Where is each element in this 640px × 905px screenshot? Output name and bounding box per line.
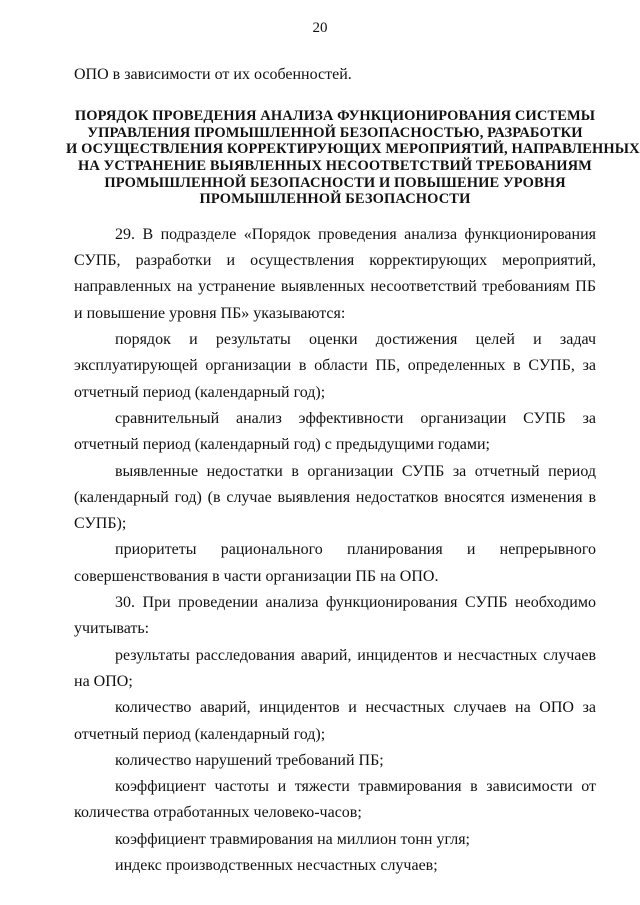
heading-line: И ОСУЩЕСТВЛЕНИЯ КОРРЕКТИРУЮЩИХ МЕРОПРИЯТИЙ, НАПРАВЛЕННЫХ [66,141,640,158]
list-item: количество аварий, инцидентов и несчастных случаев на ОПО за отчетный период (календарный год); [74,699,596,743]
list-item: количество нарушений требований ПБ; [115,751,384,769]
list-item: индекс производственных несчастных случаев; [115,856,438,874]
page-number: 20 [312,20,328,36]
section-heading [66,108,640,208]
list-item: порядок и результаты оценки достижения целей и задач эксплуатирующей организации в области ПБ, определенных в СУПБ, за отчетный период (календарный год); [74,331,596,401]
list-item: приоритеты рационального планирования и непрерывного совершенствования в части организации ПБ на ОПО. [74,541,596,585]
heading-line: ПРОМЫШЛЕННОЙ БЕЗОПАСНОСТИ [199,191,471,208]
list-item: выявленные недостатки в организации СУПБ за отчетный период (календарный год) (в случае выявления недостатков вносятся изменения в СУПБ); [74,462,596,533]
list-item: результаты расследования аварий, инцидентов и несчастных случаев на ОПО; [74,646,596,690]
paragraph-30: 30. При проведении анализа функционирования СУПБ необходимо учитывать: [74,594,596,638]
continuation-text: ОПО в зависимости от их особенностей. [74,66,352,83]
list-item: коэффициент частоты и тяжести травмирования в зависимости от количества отработанных человеко-часов; [74,778,596,822]
heading-line: ПРОМЫШЛЕННОЙ БЕЗОПАСНОСТИ И ПОВЫШЕНИЕ УРОВНЯ [104,174,566,191]
paragraph-29: 29. В подразделе «Порядок проведения анализа функционирования СУПБ, разработки и осуществления корректирующих мероприятий, направленных на устранение выявленных несоответствий требованиям ПБ и повышение уровня ПБ» указываются: [74,225,596,322]
heading-line: УПРАВЛЕНИЯ ПРОМЫШЛЕННОЙ БЕЗОПАСНОСТЬЮ, РАЗРАБОТКИ [87,124,583,141]
list-item: коэффициент травмирования на миллион тонн угля; [115,830,470,848]
document-body [66,62,640,879]
heading-line: НА УСТРАНЕНИЕ ВЫЯВЛЕННЫХ НЕСООТВЕТСТВИЙ ТРЕБОВАНИЯМ [78,158,592,175]
heading-line: ПОРЯДОК ПРОВЕДЕНИЯ АНАЛИЗА ФУНКЦИОНИРОВАНИЯ СИСТЕМЫ [74,108,596,125]
list-item: сравнительный анализ эффективности организации СУПБ за отчетный период (календарный год) с предыдущими годами; [74,409,596,454]
